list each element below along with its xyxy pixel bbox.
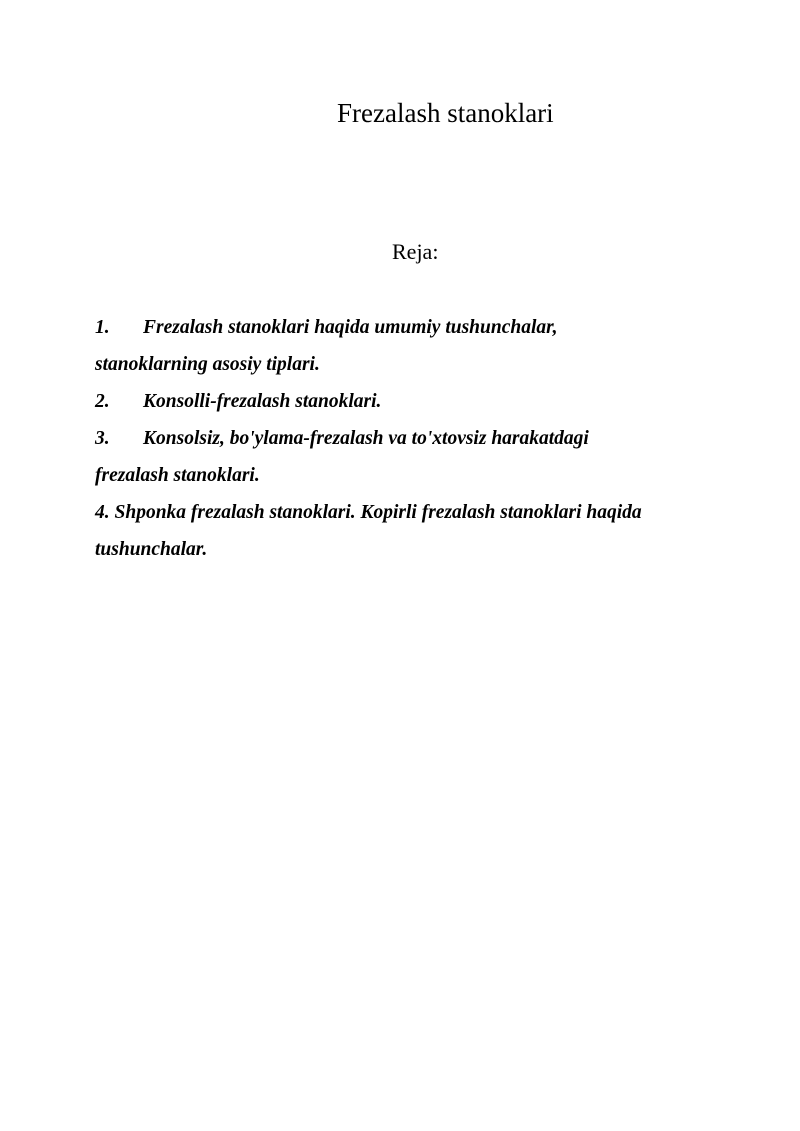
plan-item-number: 4. — [95, 502, 110, 523]
plan-item-3-continuation: frezalash stanoklari. — [95, 465, 260, 486]
plan-item-text: Konsolsiz, bo'ylama-frezalash va to'xtovsiz harakatdagi — [143, 428, 589, 449]
document-title: Frezalash stanoklari — [337, 98, 554, 128]
plan-item-number: 2. — [95, 391, 110, 412]
plan-item-1-continuation: stanoklarning asosiy tiplari. — [95, 354, 320, 375]
plan-item-4-continuation: tushunchalar. — [95, 539, 208, 560]
plan-item-4 — [95, 498, 735, 535]
plan-item-2 — [95, 387, 735, 424]
plan-item-number: 3. — [95, 428, 110, 449]
plan-heading: Reja: — [392, 239, 439, 264]
plan-item-number: 1. — [95, 317, 110, 338]
plan-item-text: Shponka frezalash stanoklari. Kopirli frezalash stanoklari haqida — [114, 502, 642, 523]
plan-list — [95, 313, 735, 572]
plan-item-1 — [95, 313, 735, 350]
plan-item-text: Frezalash stanoklari haqida umumiy tushunchalar, — [143, 317, 558, 338]
plan-item-3 — [95, 424, 735, 461]
plan-item-text: Konsolli-frezalash stanoklari. — [143, 391, 382, 412]
